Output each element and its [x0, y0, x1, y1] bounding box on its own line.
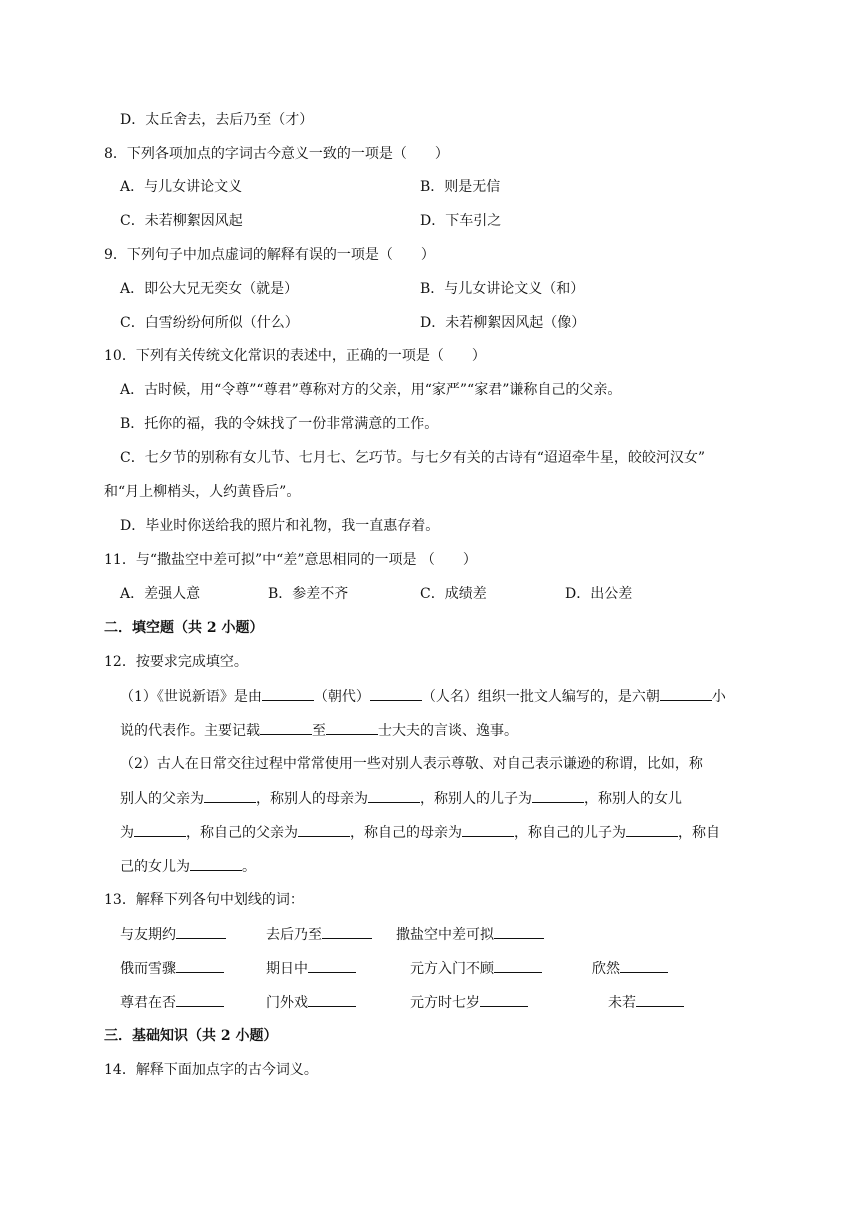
- q13-item: [410, 958, 542, 979]
- answer-blank[interactable]: [308, 992, 356, 1007]
- q10-stem: 10．下列有关传统文化常识的表述中，正确的一项是（ ）: [104, 348, 486, 364]
- q10-option-d: D．毕业时你送给我的照片和礼物，我一直惠存着。: [120, 518, 440, 534]
- q13-item: [266, 958, 356, 979]
- q13-phrase: 与友期约: [120, 927, 176, 943]
- q10-option-b: B．托你的福，我的令妹找了一份非常满意的工作。: [120, 416, 439, 432]
- section-2-heading: 二．填空题（共 2 小题）: [104, 620, 264, 636]
- q12-stem: 12．按要求完成填空。: [104, 654, 248, 670]
- q14-stem: 14．解释下面加点字的古今词义。: [104, 1062, 318, 1078]
- answer-blank[interactable]: [532, 788, 584, 803]
- q13-phrase: 俄而雪骤: [120, 961, 176, 977]
- q13-item: [608, 992, 684, 1013]
- q13-phrase: 去后乃至: [266, 927, 322, 943]
- q9-option-c: C．白雪纷纷何所似（什么）: [120, 315, 299, 331]
- q8-option-a: A．与儿女讲论文义: [120, 179, 243, 195]
- answer-blank[interactable]: [262, 686, 314, 701]
- q11-option-c: C．成绩差: [420, 586, 487, 602]
- q12-text: 士大夫的言谈、逸事。: [378, 723, 518, 739]
- q8-option-c: C．未若柳絮因风起: [120, 213, 243, 229]
- q11-option-a: A．差强人意: [120, 586, 201, 602]
- q13-item: [120, 958, 224, 979]
- answer-blank[interactable]: [298, 822, 350, 837]
- q13-phrase: 欣然: [592, 961, 620, 977]
- q12-text: 。: [242, 859, 256, 875]
- q13-item: [120, 924, 226, 945]
- answer-blank[interactable]: [308, 958, 356, 973]
- q12-part2-line1: （2）古人在日常交往过程中常常使用一些对别人表示尊敬、对自己表示谦逊的称谓，比如，称: [120, 756, 703, 772]
- q13-stem: 13．解释下列各句中划线的词：: [104, 892, 304, 908]
- answer-blank[interactable]: [204, 788, 256, 803]
- q12-text: 小: [711, 689, 726, 705]
- answer-blank[interactable]: [462, 822, 514, 837]
- answer-blank[interactable]: [176, 958, 224, 973]
- q12-text: ，称自: [678, 825, 720, 841]
- q12-text: ，称自己的母亲为: [350, 825, 462, 841]
- q9-option-d: D．未若柳絮因风起（像）: [420, 315, 586, 331]
- q13-item: [120, 992, 224, 1013]
- answer-blank[interactable]: [326, 720, 378, 735]
- q13-item: [396, 924, 544, 945]
- section-3-heading: 三．基础知识（共 2 小题）: [104, 1028, 278, 1044]
- q12-part2-line4: [120, 856, 256, 877]
- q9-stem: 9．下列句子中加点虚词的解释有误的一项是（ ）: [104, 247, 435, 263]
- q12-text: ，称别人的儿子为: [420, 791, 532, 807]
- q13-phrase: 期日中: [266, 961, 308, 977]
- q12-text: 己的女儿为: [120, 859, 190, 875]
- q12-text: 为: [120, 825, 134, 841]
- answer-blank[interactable]: [626, 822, 678, 837]
- answer-blank[interactable]: [620, 958, 668, 973]
- q12-text: （人名）组织一批文人编写的，是六朝: [421, 689, 660, 705]
- q10-option-c-line2: 和“月上柳梢头，人约黄昏后”。: [104, 484, 301, 500]
- q12-text: 说的代表作。主要记载: [120, 723, 260, 739]
- answer-blank[interactable]: [260, 720, 312, 735]
- q12-text: ，称别人的女儿: [584, 791, 682, 807]
- q12-text: ，称自己的父亲为: [186, 825, 298, 841]
- answer-blank[interactable]: [176, 992, 224, 1007]
- q8-option-b: B．则是无信: [420, 179, 501, 195]
- q9-option-b: B．与儿女讲论文义（和）: [420, 281, 585, 297]
- q12-text: （1）《世说新语》是由: [120, 689, 262, 705]
- answer-blank[interactable]: [368, 788, 420, 803]
- q13-item: [410, 992, 528, 1013]
- q11-stem: 11．与“撒盐空中差可拟”中“差”意思相同的一项是 （ ）: [104, 552, 477, 568]
- q13-item: [266, 924, 372, 945]
- q12-part2-line3: [120, 822, 720, 843]
- q7-option-d: D．太丘舍去，去后乃至（才）: [120, 112, 314, 128]
- answer-blank[interactable]: [370, 686, 422, 701]
- q12-text: ，称别人的母亲为: [256, 791, 368, 807]
- q13-phrase: 元方入门不顾: [410, 961, 494, 977]
- q13-phrase: 元方时七岁: [410, 995, 480, 1011]
- q12-text: 至: [312, 723, 326, 739]
- q12-part2-line2: [120, 788, 682, 809]
- answer-blank[interactable]: [176, 924, 226, 939]
- q13-item: [592, 958, 668, 979]
- q12-part1-line2: [120, 720, 518, 741]
- q12-part1-line1: [120, 686, 726, 707]
- answer-blank[interactable]: [134, 822, 186, 837]
- answer-blank[interactable]: [494, 958, 542, 973]
- q12-text: ，称自己的儿子为: [514, 825, 626, 841]
- q11-option-d: D．出公差: [565, 586, 633, 602]
- q9-option-a: A．即公大兄无奕女（就是）: [120, 281, 299, 297]
- answer-blank[interactable]: [494, 924, 544, 939]
- answer-blank[interactable]: [480, 992, 528, 1007]
- answer-blank[interactable]: [190, 856, 242, 871]
- answer-blank[interactable]: [322, 924, 372, 939]
- q10-option-a: A．古时候，用“令尊”“尊君”尊称对方的父亲，用“家严”“家君”谦称自己的父亲。: [120, 382, 622, 398]
- q13-item: [266, 992, 356, 1013]
- q8-option-d: D．下车引之: [420, 213, 502, 229]
- q13-phrase: 未若: [608, 995, 636, 1011]
- q10-option-c-line1: C．七夕节的别称有女儿节、七月七、乞巧节。与七夕有关的古诗有“迢迢牵牛星，皎皎河汉女”: [120, 450, 706, 466]
- q13-phrase: 门外戏: [266, 995, 308, 1011]
- answer-blank[interactable]: [660, 686, 712, 701]
- q11-option-b: B．参差不齐: [268, 586, 349, 602]
- q12-text: 别人的父亲为: [120, 791, 204, 807]
- q13-phrase: 撒盐空中差可拟: [396, 927, 494, 943]
- q13-phrase: 尊君在否: [120, 995, 176, 1011]
- q8-stem: 8．下列各项加点的字词古今意义一致的一项是（ ）: [104, 146, 449, 162]
- answer-blank[interactable]: [636, 992, 684, 1007]
- q12-text: （朝代）: [313, 689, 370, 705]
